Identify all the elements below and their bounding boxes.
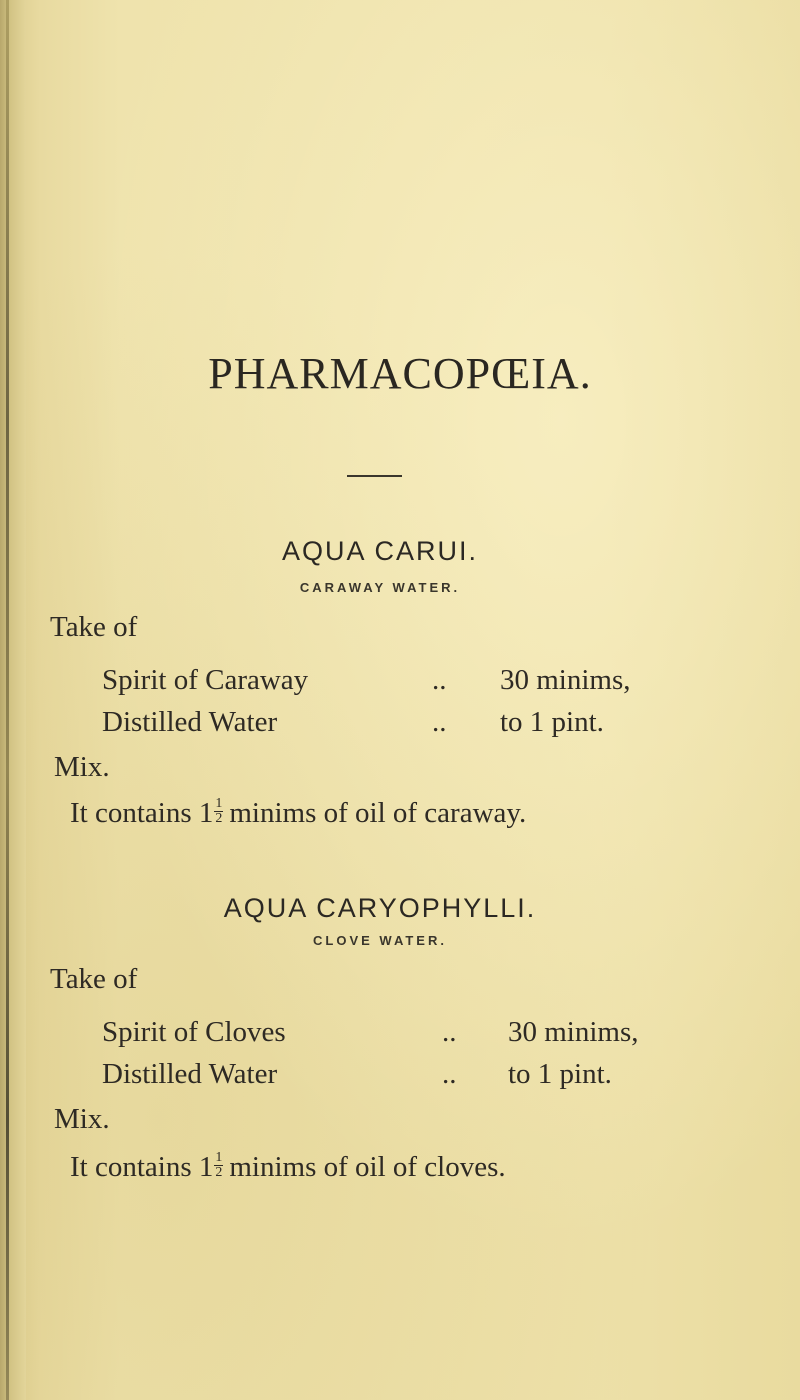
page-title: PHARMACOPŒIA. [208, 349, 592, 398]
section-title-aqua-carui: AQUA CARUI. [281, 536, 479, 566]
fraction-denominator: 2 [215, 1164, 223, 1180]
note-suffix: minims of oil of caraway. [229, 797, 527, 829]
title-divider [347, 475, 402, 477]
ingredient-amount: to 1 pint. [508, 1058, 612, 1090]
ingredient-name: Spirit of Caraway [102, 664, 309, 696]
ingredient-leader: .. [442, 1016, 457, 1048]
ingredient-leader: .. [432, 664, 447, 696]
take-of-label: Take of [50, 611, 138, 643]
contents-note [70, 797, 526, 830]
fraction-numerator: 1 [215, 1149, 223, 1165]
note-prefix: It contains 1 [70, 1151, 214, 1183]
page-binding-edge [6, 0, 9, 1400]
take-of-label: Take of [50, 963, 138, 995]
fraction-half [214, 1151, 223, 1180]
section-subtitle-clove-water: CLOVE WATER. [313, 933, 447, 948]
mix-instruction: Mix. [54, 751, 110, 783]
ingredient-leader: .. [442, 1058, 457, 1090]
note-suffix: minims of oil of cloves. [229, 1151, 506, 1183]
ingredient-name: Distilled Water [102, 1058, 278, 1090]
fraction-denominator: 2 [215, 810, 223, 826]
ingredient-amount: 30 minims, [508, 1016, 639, 1048]
section-subtitle-caraway-water: CARAWAY WATER. [299, 580, 461, 595]
ingredient-amount: 30 minims, [500, 664, 631, 696]
ingredient-name: Distilled Water [102, 706, 278, 738]
contents-note [70, 1151, 506, 1184]
page-spine-shadow [0, 0, 26, 1400]
fraction-numerator: 1 [215, 795, 223, 811]
section-title-aqua-caryophylli: AQUA CARYOPHYLLI. [223, 893, 537, 923]
mix-instruction: Mix. [54, 1103, 110, 1135]
ingredient-leader: .. [432, 706, 447, 738]
ingredient-name: Spirit of Cloves [102, 1016, 286, 1048]
fraction-half [214, 797, 223, 826]
ingredient-amount: to 1 pint. [500, 706, 604, 738]
note-prefix: It contains 1 [70, 797, 214, 829]
